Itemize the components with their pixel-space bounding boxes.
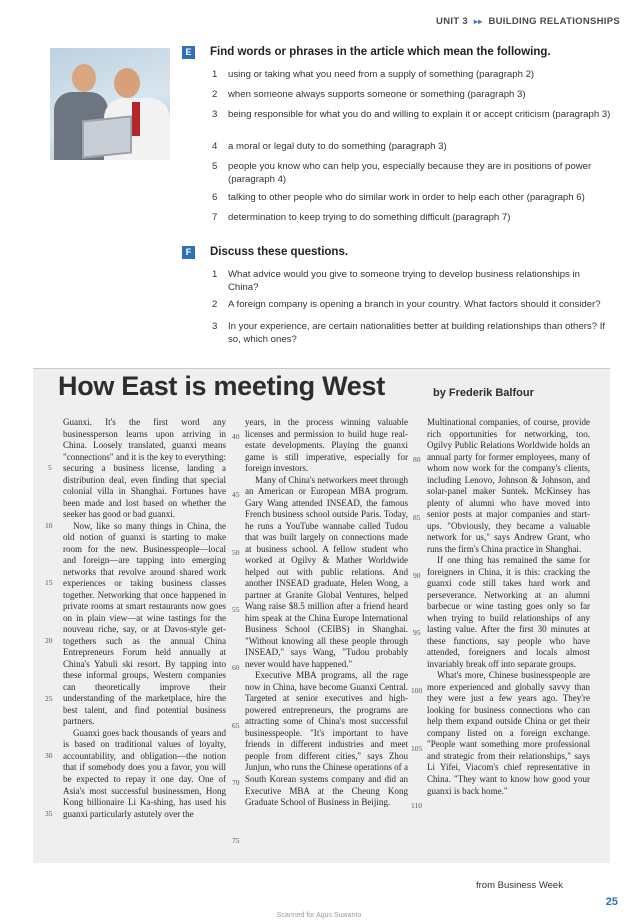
section-title-f: Discuss these questions.: [210, 246, 349, 258]
line-number: 95: [413, 628, 421, 637]
line-number: 45: [232, 490, 240, 499]
unit-label: UNIT 3: [436, 16, 468, 27]
section-badge-e: E: [182, 46, 195, 59]
article-column-3: [427, 417, 590, 797]
business-people-photo: [50, 48, 170, 160]
line-number: 85: [413, 513, 421, 522]
article-paragraph: years, in the process winning valuable licenses and permission to build huge real-estate developments. Playing the guanxi game is still imperative, especially for foreign investors.: [245, 417, 408, 474]
line-number: 75: [232, 836, 240, 845]
article-paragraph: Guanxi. It's the first word any businessperson learns upon arriving in China. Loosely translated, guanxi means "connections" and it is the key to everything: securing a business license, landing a distribution deal, even finding that special colonial villa in Shanghai. Fortunes have been made and lost based on whether the seeker has good or bad guanxi.: [63, 417, 226, 520]
line-number: 60: [232, 663, 240, 672]
line-number: 65: [232, 721, 240, 730]
line-number: 90: [413, 571, 421, 580]
line-number: 100: [411, 686, 423, 695]
article-headline: How East is meeting West: [58, 371, 385, 401]
laptop-icon: [82, 115, 132, 158]
double-arrow-icon: ▸▸: [473, 17, 483, 26]
line-number: 105: [411, 744, 423, 753]
line-number: 55: [232, 605, 240, 614]
line-number: 70: [232, 778, 240, 787]
article-byline: by Frederik Balfour: [433, 387, 534, 399]
unit-header: [436, 16, 620, 27]
line-number: 5: [48, 463, 52, 472]
line-number: 110: [411, 801, 422, 810]
line-number: 40: [232, 432, 240, 441]
exercise-item: 2 when someone always supports someone or something (paragraph 3): [212, 89, 526, 100]
discussion-question: 2 A foreign company is opening a branch in your country. What factors should it consider?: [212, 299, 601, 310]
line-number: 80: [413, 455, 421, 464]
exercise-item: 1 using or taking what you need from a supply of something (paragraph 2): [212, 69, 535, 80]
line-number: 35: [45, 809, 53, 818]
page-number: 25: [605, 896, 618, 908]
article-column-2: [245, 417, 408, 809]
article-paragraph: Many of China's networkers meet through an American or European MBA program. Gary Wang attended INSEAD, the famous French business school outside Paris. Today, he runs a YouTube wannabe called Tudou that was built largely on connections made at business school. A fellow student who worked at Ogilvy & Mather Worldwide helped out with public relations. And another INSEAD graduate, Helen Wong, a partner at Granite Global Ventures, helped Wang raise $8.5 million after a friend heard him speak at the China Europe International Business School (CEIBS) in Shanghai. "Without knowing all these people through INSEAD," says Wang, "Tudou probably never would have happened.": [245, 474, 408, 669]
discussion-question: 1 What advice would you give to someone trying to develop business relationships in China?: [212, 269, 580, 294]
unit-topic: BUILDING RELATIONSHIPS: [488, 16, 620, 27]
discussion-question: 3 In your experience, are certain nationalities better at building relationships than others? If so, which ones?: [212, 321, 606, 346]
article-paragraph: If one thing has remained the same for foreigners in China, it is this: cracking the guanxi code still takes hard work and perseverance. Networking at an alumni barbecue or wine tasting goes only so far when trying to build relationships of any lasting value. After the first 30 minutes at these functions, say people who have attended, foreigners and locals almost invariably break off into separate groups.: [427, 555, 590, 669]
article-column-1: [63, 417, 226, 820]
line-number: 15: [45, 578, 53, 587]
line-number: 20: [45, 636, 53, 645]
article-paragraph: What's more, Chinese businesspeople are more experienced and globally savvy than they were just a few years ago. They're looking for business connections who can help them expand outside China or get their company listed on a foreign exchange. "People want something more professional and strategic from their relationships," says Li Yifei, Viacom's chief representative in China. "They want to know how good your guanxi is back home.": [427, 670, 590, 796]
exercise-item: 3 being responsible for what you do and willing to explain it or accept criticism (paragraph 3): [212, 109, 611, 120]
article-paragraph: Executive MBA programs, all the rage now in China, have become Guanxi Central. Targeted at senior executives and high-powered entrepreneurs, the programs are attracting some of China's most successful businesspeople. "It's important to have friends in different industries and meet people from different cities," says Zhou Junjun, who runs the Chinese operations of a South Korean systems company and did an Executive MBA at the Cheung Kong Graduate School of Business in Beijing.: [245, 670, 408, 808]
article-source: from Business Week: [476, 880, 563, 891]
article-paragraph: Guanxi goes back thousands of years and is based on traditional values of loyalty, accountability, and obligation—the notion that if somebody does you a favor, you will be expected to repay it one day. One of Asia's most successful businessmen, Hong Kong billionaire Li Ka-shing, has used his guanxi particularly astutely over the: [63, 727, 226, 819]
section-badge-f: F: [182, 246, 195, 259]
section-title-e: Find words or phrases in the article which mean the following.: [210, 46, 551, 58]
line-number: 30: [45, 751, 53, 760]
exercise-item: 5 people you know who can help you, especially because they are in positions of power (paragraph 4): [212, 161, 592, 186]
exercise-item: 4 a moral or legal duty to do something (paragraph 3): [212, 141, 447, 152]
line-number: 10: [45, 521, 53, 530]
scan-note: Scanned for Agus Suwanto: [276, 912, 362, 919]
exercise-item: 7 determination to keep trying to do something difficult (paragraph 7): [212, 212, 511, 223]
line-number: 50: [232, 548, 240, 557]
article-paragraph: Multinational companies, of course, provide rich opportunities for networking, too. Ogilvy Public Relations Worldwide holds an annual party for former employees, many of whom now work for the company's clients, including Lenovo, Johnson & Johnson, and solar-panel maker Suntek. McKinsey has plenty of alumni who have moved into senior posts at major companies and start-ups. "Obviously, they became a valuable network for us," says Andrew Grant, who runs the firm's China practice in Shanghai.: [427, 417, 590, 554]
article-paragraph: Now, like so many things in China, the old notion of guanxi is starting to make room for the new. Businesspeople—local and foreign—are tapping into emerging networks that revolve around shared work experiences or taking business classes together. Networking that once happened in private rooms at smart restaurants now goes on in plain view—at wine tastings for the nouveau riche, say, or at Davos-style get-togethers such as the annual China Entrepreneurs Forum held annually at China's Yabuli ski resort. By tapping into these informal groups, Western companies can theoretically improve their understanding of the marketplace, hire the best talent, and find potential business partners.: [63, 520, 226, 727]
exercise-item: 6 talking to other people who do similar work in order to help each other (paragraph 6): [212, 192, 585, 203]
line-number: 25: [45, 694, 53, 703]
